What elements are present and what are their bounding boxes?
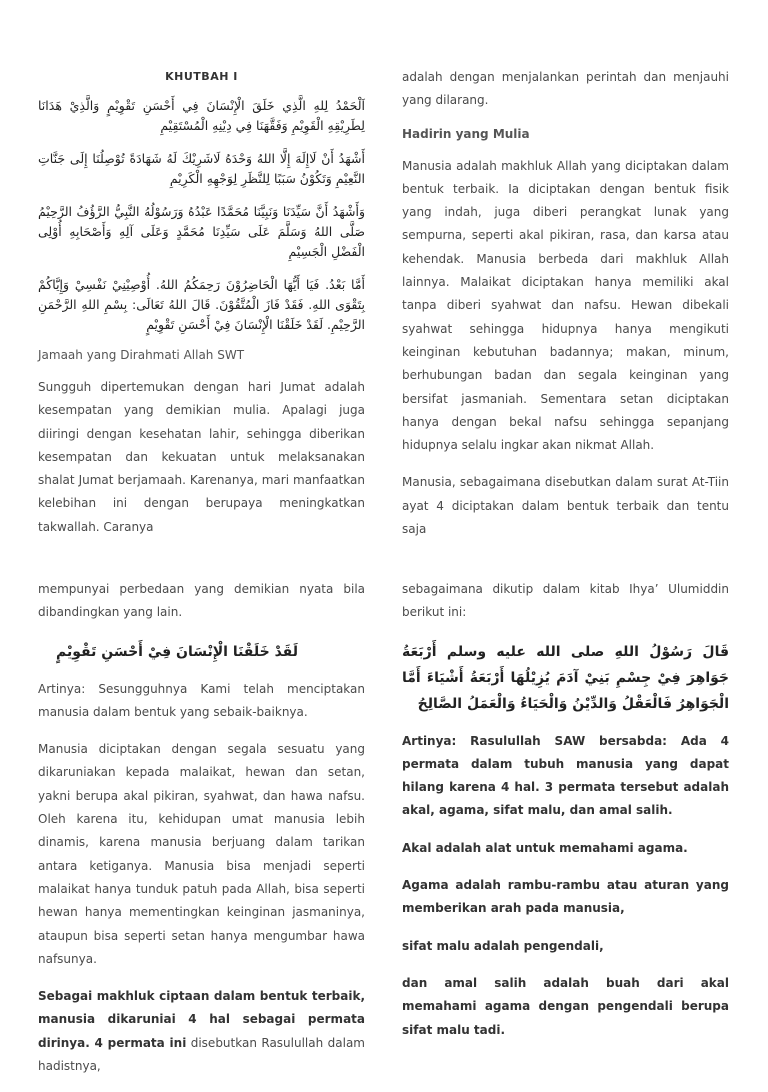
empat-permata-bold: Sebagai makhluk ciptaan dalam bentuk terbaik, manusia dikaruniai 4 hal sebagai permata dirinya. 4 permata ini (38, 989, 365, 1050)
arabic-opening-hamdalah: اَلْحَمْدُ لِلهِ الَّذِي خَلَقَ الْإِنْسَانَ فِي أَحْسَنِ تَقْوِيْمٍ وَالَّذِيْ هَدَانَا لِطَرِيْقِهِ الْقَوِيْمِ وَفَقَّهَنَا فِي دِيْنِهِ الْمُسْتَقِيْمِ (38, 98, 365, 133)
paragraph-manusia-makhluk: Manusia adalah makhluk Allah yang diciptakan dalam bentuk terbaik. Ia diciptakan dengan bentuk fisik yang indah, juga diberi perangkat lunak yang sempurna, seperti akal pikiran, rasa, dan karsa atau kehendak. Manusia berbeda dari makhluk Allah lainnya. Malaikat diciptakan hanya memiliki akal tanpa diberi syahwat dan nafsu. Hewan dibekali syahwat sehingga hidupnya hanya mengikuti keinginan kebutuhan badannya; makan, minum, berhubungan badan dan segala keinginan yang bersifat jasmaniah. Sementara setan diciptakan hanya dengan bekal nafsu sehingga sepanjang hidupnya selalu ingkar akan nikmat Allah. (402, 158, 729, 453)
paragraph-jumat: Sungguh dipertemukan dengan hari Jumat adalah kesempatan yang demikian mulia. Apalagi juga diiringi dengan kesehatan lahir, sehingga diberikan kesempatan dan kekuatan untuk melaksanakan shalat Jumat berjamaah. Karenanya, mari manfaatkan kelebihan ini dengan berupaya meningkatkan takwallah. Caranya (38, 380, 365, 534)
arabic-wasiat-takwa: أَمَّا بَعْدُ. فَيَا أَيُّهَا الْحَاضِرُوْنَ رَحِمَكُمُ اللهُ. أُوْصِيْنِيْ نَفْسِيْ وَإِيَّاكُمْ بِتَقْوَى اللهِ. فَقَدْ فَازَ الْمُتَّقُوْنَ. قَالَ اللهُ تَعَالَى: بِسْمِ اللهِ الرَّحْمَنِ الرَّحِيْمِ. لَقَدْ خَلَقْنَا الْإِنْسَانَ فِيْ أَحْسَنِ تَقْوِيْمٍ (38, 277, 365, 332)
paragraph-at-tiin: Manusia, sebagaimana disebutkan dalam surat At-Tiin ayat 4 diciptakan dalam bentuk terbaik dan tentu saja (402, 475, 729, 537)
khutbah-title: KHUTBAH I (165, 70, 238, 83)
paragraph-ihya: sebagaimana dikutip dalam kitab Ihya’ Ulumiddin berikut ini: (402, 582, 729, 620)
paragraph-sifat-malu: sifat malu adalah pengendali, (402, 938, 604, 953)
arabic-shalawat: وَأَشْهَدُ أَنَّ سَيِّدَنَا وَنَبِيَّنَا مُحَمَّدًا عَبْدُهُ وَرَسُوْلُهُ النَّبِيُّ الرَّؤُفُ الرَّحِيْمُ صَلَّى اللهُ وَسَلَّمَ عَلَى سَيِّدِنَا مُحَمَّدٍ وَعَلَى آلِهِ وَأَصْحَابِهِ أُوْلِى الْفَضْلِ الْجَسِيْمِ (38, 204, 365, 259)
subheading-hadirin: Hadirin yang Mulia (402, 126, 530, 141)
page-top (0, 0, 768, 537)
paragraph-amal-salih: dan amal salih adalah buah dari akal memahami agama dengan pengendali berupa sifat malu tadi. (402, 975, 729, 1037)
arabic-hadist-empat-permata: قَالَ رَسُوْلُ اللهِ صلى الله عليه وسلم أَرْبَعَةُ جَوَاهِرَ فِيْ جِسْمِ بَنِيْ آدَمَ يُزِيْلُهَا أَرْبَعَةُ أَشْيَاءَ أَمَّا الْجَوَاهِرُ فَالْعَقْلُ وَالدِّيْنُ وَالْحَيَاءُ وَالْعَمَلُ الصَّالِحُ (402, 643, 729, 712)
paragraph-perbedaan: mempunyai perbedaan yang demikian nyata bila dibandingkan yang lain. (38, 582, 365, 620)
page-bottom (0, 530, 768, 1074)
paragraph-akal-syahwat: Manusia diciptakan dengan segala sesuatu yang dikaruniakan kepada malaikat, hewan dan setan, yakni berupa akal pikiran, syahwat, dan hawa nafsu. Oleh karena itu, kehidupan umat manusia lebih dinamis, karena manusia berjuang dalam tarikan antara ketiganya. Manusia bisa menjadi seperti malaikat hanya tunduk patuh pada Allah, bisa seperti hewan hanya mementingkan keinginan jasmaninya, ataupun bisa seperti setan hanya mengumbar hawa nafsunya. (38, 742, 365, 966)
paragraph-empat-permata (38, 985, 365, 1078)
arabic-syahadat: أَشْهَدُ أَنْ لَاإِلَهَ إِلَّا اللهُ وَحْدَهُ لَاشَرِيْكَ لَهُ شَهَادَةً تُوْصِلُنَا إِلَى جَنَّاتِ النَّعِيْمِ وَتَكُوْنُ سَبَبًا لِلنَّظَرِ لِوَجْهِهِ الْكَرِيْمِ (38, 151, 365, 186)
paragraph-perintah: adalah dengan menjalankan perintah dan menjauhi yang dilarang. (402, 70, 729, 108)
top-right-column (402, 66, 729, 555)
subheading-jamaah: Jamaah yang Dirahmati Allah SWT (38, 348, 245, 362)
paragraph-artinya-at-tiin: Artinya: Sesungguhnya Kami telah menciptakan manusia dalam bentuk yang sebaik-baiknya. (38, 681, 365, 719)
paragraph-agama: Agama adalah rambu-rambu atau aturan yang memberikan arah pada manusia, (402, 878, 729, 916)
paragraph-artinya-hadist: Artinya: Rasulullah SAW bersabda: Ada 4 permata dalam tubuh manusia yang dapat hilang karena 4 hal. 3 permata tersebut adalah akal, agama, sifat malu, dan amal salih. (402, 733, 729, 818)
top-left-column (38, 70, 365, 553)
arabic-at-tiin-verse: لَقَدْ خَلَقْنَا الْإِنْسَانَ فِيْ أَحْسَنِ تَقْوِيْمٍ (56, 643, 298, 660)
bottom-left-column (38, 578, 365, 1092)
bottom-right-column (402, 578, 729, 1056)
paragraph-akal: Akal adalah alat untuk memahami agama. (402, 840, 688, 855)
empat-permata-rest: disebutkan Rasulullah dalam hadistnya, (38, 1035, 365, 1074)
